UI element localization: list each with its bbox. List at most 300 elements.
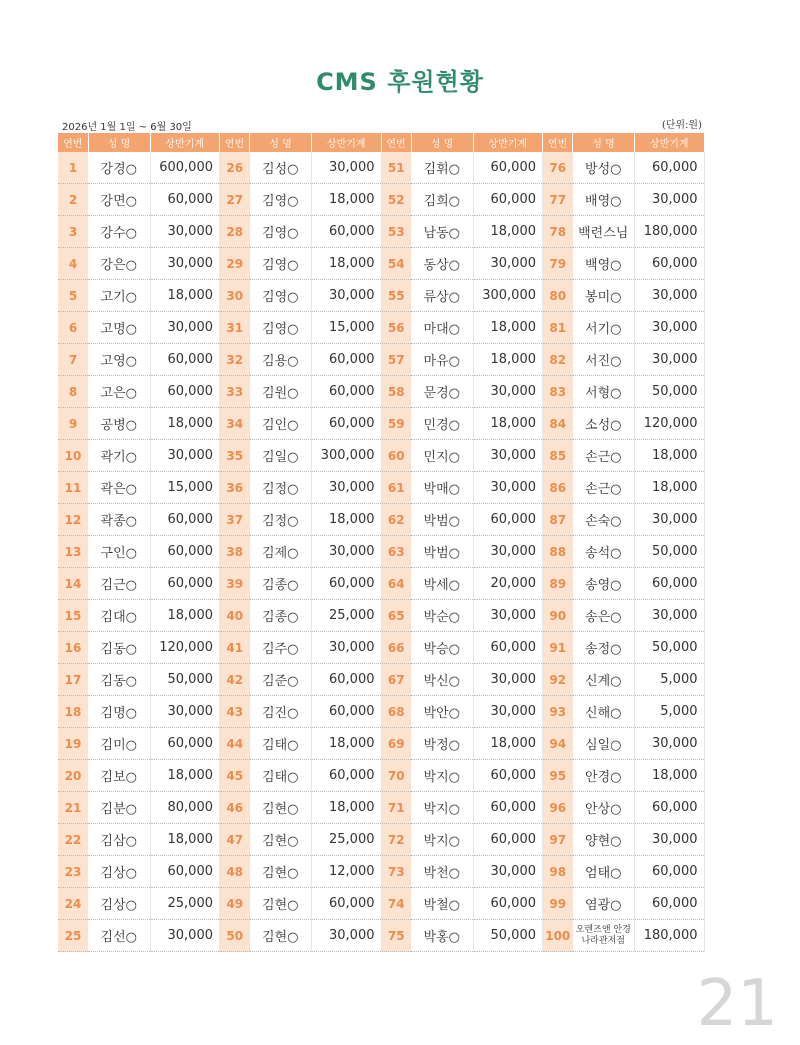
donor-number: 67 bbox=[381, 664, 411, 696]
donor-amount: 60,000 bbox=[150, 184, 220, 216]
donor-name: 김일○ bbox=[250, 440, 312, 472]
donor-name: 민지○ bbox=[411, 440, 473, 472]
donor-number: 30 bbox=[220, 280, 250, 312]
donor-name: 공병○ bbox=[88, 408, 150, 440]
donor-number: 27 bbox=[220, 184, 250, 216]
donor-name: 김진○ bbox=[250, 696, 312, 728]
donor-number: 52 bbox=[381, 184, 411, 216]
donor-name: 강은○ bbox=[88, 248, 150, 280]
donor-amount: 120,000 bbox=[150, 632, 220, 664]
donor-amount: 18,000 bbox=[473, 408, 543, 440]
donor-number: 44 bbox=[220, 728, 250, 760]
header-no: 연번 bbox=[58, 133, 88, 152]
donor-amount: 60,000 bbox=[312, 376, 382, 408]
donor-name: 신계○ bbox=[573, 664, 635, 696]
donor-number: 55 bbox=[381, 280, 411, 312]
donor-name: 손숙○ bbox=[573, 504, 635, 536]
donor-name: 강수○ bbox=[88, 216, 150, 248]
donor-name: 김영○ bbox=[250, 312, 312, 344]
donor-name: 김삼○ bbox=[88, 824, 150, 856]
donor-number: 59 bbox=[381, 408, 411, 440]
donor-name: 봉미○ bbox=[573, 280, 635, 312]
donor-amount: 300,000 bbox=[312, 440, 382, 472]
donor-number: 46 bbox=[220, 792, 250, 824]
donor-amount: 30,000 bbox=[473, 472, 543, 504]
header-amount: 상반기계 bbox=[635, 133, 705, 152]
donor-name: 박철○ bbox=[411, 888, 473, 920]
donor-name: 소성○ bbox=[573, 408, 635, 440]
donor-name: 김주○ bbox=[250, 632, 312, 664]
table-row bbox=[58, 344, 704, 376]
donor-name: 강경○ bbox=[88, 152, 150, 184]
donor-name: 김현○ bbox=[250, 856, 312, 888]
donor-name: 안상○ bbox=[573, 792, 635, 824]
table-row bbox=[58, 440, 704, 472]
donor-name: 박승○ bbox=[411, 632, 473, 664]
donor-name: 고명○ bbox=[88, 312, 150, 344]
donor-number: 85 bbox=[543, 440, 573, 472]
donor-amount: 25,000 bbox=[150, 888, 220, 920]
donor-amount: 60,000 bbox=[635, 888, 705, 920]
table-row bbox=[58, 152, 704, 184]
donor-amount: 18,000 bbox=[312, 504, 382, 536]
donor-number: 39 bbox=[220, 568, 250, 600]
donor-name: 박천○ bbox=[411, 856, 473, 888]
donor-amount: 60,000 bbox=[635, 568, 705, 600]
donor-number: 60 bbox=[381, 440, 411, 472]
donor-number: 20 bbox=[58, 760, 88, 792]
donor-amount: 60,000 bbox=[312, 568, 382, 600]
donor-name: 고영○ bbox=[88, 344, 150, 376]
donor-number: 41 bbox=[220, 632, 250, 664]
donor-amount: 15,000 bbox=[150, 472, 220, 504]
donor-name: 박세○ bbox=[411, 568, 473, 600]
donor-number: 48 bbox=[220, 856, 250, 888]
donor-name: 박정○ bbox=[411, 728, 473, 760]
donor-number: 33 bbox=[220, 376, 250, 408]
donor-number: 97 bbox=[543, 824, 573, 856]
donor-amount: 18,000 bbox=[635, 760, 705, 792]
donor-number: 24 bbox=[58, 888, 88, 920]
donor-amount: 25,000 bbox=[312, 600, 382, 632]
table-row bbox=[58, 728, 704, 760]
donor-name: 김영○ bbox=[250, 280, 312, 312]
donor-amount: 50,000 bbox=[473, 920, 543, 952]
header-amount: 상반기계 bbox=[150, 133, 220, 152]
donor-number: 22 bbox=[58, 824, 88, 856]
table-row bbox=[58, 312, 704, 344]
table-row bbox=[58, 760, 704, 792]
donor-number: 99 bbox=[543, 888, 573, 920]
donor-name: 서진○ bbox=[573, 344, 635, 376]
donor-amount: 60,000 bbox=[473, 184, 543, 216]
donor-amount: 80,000 bbox=[150, 792, 220, 824]
donor-name: 김희○ bbox=[411, 184, 473, 216]
donor-amount: 60,000 bbox=[150, 504, 220, 536]
donor-name: 박지○ bbox=[411, 824, 473, 856]
donor-amount: 12,000 bbox=[312, 856, 382, 888]
donor-number: 54 bbox=[381, 248, 411, 280]
donor-amount: 50,000 bbox=[635, 632, 705, 664]
donor-number: 94 bbox=[543, 728, 573, 760]
header-no: 연번 bbox=[543, 133, 573, 152]
donation-table bbox=[58, 133, 705, 952]
donor-name: 구인○ bbox=[88, 536, 150, 568]
donor-name: 김선○ bbox=[88, 920, 150, 952]
donor-amount: 180,000 bbox=[635, 920, 705, 952]
donor-amount: 30,000 bbox=[312, 472, 382, 504]
donor-name: 김명○ bbox=[88, 696, 150, 728]
table-row bbox=[58, 472, 704, 504]
donor-name: 곽종○ bbox=[88, 504, 150, 536]
donor-amount: 120,000 bbox=[635, 408, 705, 440]
donor-name: 박범○ bbox=[411, 504, 473, 536]
donor-amount: 60,000 bbox=[312, 344, 382, 376]
donor-name: 동상○ bbox=[411, 248, 473, 280]
donor-number: 98 bbox=[543, 856, 573, 888]
donor-amount: 30,000 bbox=[312, 920, 382, 952]
donor-amount: 60,000 bbox=[150, 376, 220, 408]
donor-number: 64 bbox=[381, 568, 411, 600]
table-body bbox=[58, 152, 704, 952]
donor-number: 18 bbox=[58, 696, 88, 728]
donor-name: 김현○ bbox=[250, 920, 312, 952]
donor-number: 10 bbox=[58, 440, 88, 472]
donor-number: 82 bbox=[543, 344, 573, 376]
donor-amount: 180,000 bbox=[635, 216, 705, 248]
donor-name: 양현○ bbox=[573, 824, 635, 856]
donor-name: 김정○ bbox=[250, 504, 312, 536]
donor-number: 3 bbox=[58, 216, 88, 248]
donor-number: 86 bbox=[543, 472, 573, 504]
donor-name: 송정○ bbox=[573, 632, 635, 664]
donor-name: 김동○ bbox=[88, 632, 150, 664]
donor-amount: 60,000 bbox=[150, 728, 220, 760]
donor-name: 송석○ bbox=[573, 536, 635, 568]
donor-amount: 30,000 bbox=[473, 600, 543, 632]
donor-amount: 60,000 bbox=[312, 216, 382, 248]
donor-name: 박지○ bbox=[411, 760, 473, 792]
donor-number: 23 bbox=[58, 856, 88, 888]
donor-amount: 60,000 bbox=[312, 408, 382, 440]
donor-name: 김제○ bbox=[250, 536, 312, 568]
donor-name: 김상○ bbox=[88, 888, 150, 920]
donor-number: 21 bbox=[58, 792, 88, 824]
donor-number: 96 bbox=[543, 792, 573, 824]
header-name: 성 명 bbox=[250, 133, 312, 152]
donor-name: 오렌즈앤 안경나라관저점 bbox=[573, 920, 635, 952]
donor-name: 서기○ bbox=[573, 312, 635, 344]
table-row bbox=[58, 536, 704, 568]
donor-amount: 60,000 bbox=[635, 856, 705, 888]
donor-amount: 30,000 bbox=[312, 632, 382, 664]
donor-amount: 60,000 bbox=[473, 504, 543, 536]
donor-name: 류상○ bbox=[411, 280, 473, 312]
donor-number: 1 bbox=[58, 152, 88, 184]
donor-amount: 30,000 bbox=[150, 696, 220, 728]
donor-amount: 30,000 bbox=[473, 248, 543, 280]
donor-amount: 60,000 bbox=[312, 664, 382, 696]
donor-name: 김보○ bbox=[88, 760, 150, 792]
donor-number: 26 bbox=[220, 152, 250, 184]
table-row bbox=[58, 248, 704, 280]
donor-number: 42 bbox=[220, 664, 250, 696]
donor-amount: 50,000 bbox=[635, 376, 705, 408]
donor-name: 김미○ bbox=[88, 728, 150, 760]
donor-number: 76 bbox=[543, 152, 573, 184]
header-name: 성 명 bbox=[573, 133, 635, 152]
donor-name: 백영○ bbox=[573, 248, 635, 280]
donor-number: 11 bbox=[58, 472, 88, 504]
donor-amount: 60,000 bbox=[473, 760, 543, 792]
donor-number: 40 bbox=[220, 600, 250, 632]
donor-number: 2 bbox=[58, 184, 88, 216]
donor-number: 87 bbox=[543, 504, 573, 536]
donor-number: 62 bbox=[381, 504, 411, 536]
donor-name: 곽기○ bbox=[88, 440, 150, 472]
donor-amount: 18,000 bbox=[150, 408, 220, 440]
donor-amount: 60,000 bbox=[312, 696, 382, 728]
header-amount: 상반기계 bbox=[473, 133, 543, 152]
table-row bbox=[58, 504, 704, 536]
donor-number: 65 bbox=[381, 600, 411, 632]
donor-amount: 50,000 bbox=[635, 536, 705, 568]
donor-number: 92 bbox=[543, 664, 573, 696]
donor-number: 57 bbox=[381, 344, 411, 376]
donor-number: 25 bbox=[58, 920, 88, 952]
donor-name: 곽은○ bbox=[88, 472, 150, 504]
donor-amount: 60,000 bbox=[312, 760, 382, 792]
donor-number: 36 bbox=[220, 472, 250, 504]
table-row bbox=[58, 632, 704, 664]
table-row bbox=[58, 600, 704, 632]
donor-amount: 50,000 bbox=[150, 664, 220, 696]
donor-number: 56 bbox=[381, 312, 411, 344]
donor-amount: 30,000 bbox=[473, 536, 543, 568]
donor-amount: 18,000 bbox=[150, 824, 220, 856]
donor-name: 마대○ bbox=[411, 312, 473, 344]
donor-name: 엄태○ bbox=[573, 856, 635, 888]
donor-number: 91 bbox=[543, 632, 573, 664]
donor-name: 김태○ bbox=[250, 760, 312, 792]
donor-name: 김상○ bbox=[88, 856, 150, 888]
donor-number: 51 bbox=[381, 152, 411, 184]
donor-amount: 60,000 bbox=[473, 632, 543, 664]
donor-amount: 5,000 bbox=[635, 696, 705, 728]
donor-number: 16 bbox=[58, 632, 88, 664]
donor-number: 35 bbox=[220, 440, 250, 472]
donor-number: 50 bbox=[220, 920, 250, 952]
donor-amount: 30,000 bbox=[150, 248, 220, 280]
donor-amount: 18,000 bbox=[150, 600, 220, 632]
donor-number: 6 bbox=[58, 312, 88, 344]
donor-number: 49 bbox=[220, 888, 250, 920]
donor-name: 김성○ bbox=[250, 152, 312, 184]
donor-name: 민경○ bbox=[411, 408, 473, 440]
donor-number: 31 bbox=[220, 312, 250, 344]
donor-amount: 30,000 bbox=[473, 696, 543, 728]
donor-name: 박지○ bbox=[411, 792, 473, 824]
donor-number: 61 bbox=[381, 472, 411, 504]
table-row bbox=[58, 792, 704, 824]
donor-name: 송은○ bbox=[573, 600, 635, 632]
donor-amount: 300,000 bbox=[473, 280, 543, 312]
donor-number: 53 bbox=[381, 216, 411, 248]
donor-amount: 30,000 bbox=[635, 824, 705, 856]
donor-number: 84 bbox=[543, 408, 573, 440]
donor-number: 17 bbox=[58, 664, 88, 696]
donor-name: 박순○ bbox=[411, 600, 473, 632]
donor-amount: 30,000 bbox=[635, 184, 705, 216]
donor-number: 73 bbox=[381, 856, 411, 888]
donor-name: 강면○ bbox=[88, 184, 150, 216]
donor-number: 79 bbox=[543, 248, 573, 280]
donor-number: 34 bbox=[220, 408, 250, 440]
donor-number: 81 bbox=[543, 312, 573, 344]
unit-label: (단위:원) bbox=[661, 120, 702, 131]
table-row bbox=[58, 216, 704, 248]
donor-amount: 18,000 bbox=[473, 728, 543, 760]
donor-name: 김종○ bbox=[250, 600, 312, 632]
donor-name: 김영○ bbox=[250, 184, 312, 216]
donor-number: 90 bbox=[543, 600, 573, 632]
donor-name: 서형○ bbox=[573, 376, 635, 408]
page-title: CMS 후원현황 bbox=[316, 68, 484, 96]
header-name: 성 명 bbox=[88, 133, 150, 152]
donor-number: 9 bbox=[58, 408, 88, 440]
donor-amount: 30,000 bbox=[635, 600, 705, 632]
donor-number: 28 bbox=[220, 216, 250, 248]
donor-name: 신해○ bbox=[573, 696, 635, 728]
donor-amount: 30,000 bbox=[150, 440, 220, 472]
donor-number: 45 bbox=[220, 760, 250, 792]
donor-amount: 30,000 bbox=[635, 504, 705, 536]
donor-amount: 15,000 bbox=[312, 312, 382, 344]
donor-amount: 30,000 bbox=[473, 440, 543, 472]
donor-amount: 60,000 bbox=[473, 824, 543, 856]
donor-amount: 30,000 bbox=[312, 152, 382, 184]
donor-name: 송영○ bbox=[573, 568, 635, 600]
donor-name: 박안○ bbox=[411, 696, 473, 728]
donor-number: 5 bbox=[58, 280, 88, 312]
donor-number: 93 bbox=[543, 696, 573, 728]
donor-name: 김근○ bbox=[88, 568, 150, 600]
donor-amount: 30,000 bbox=[635, 728, 705, 760]
header-no: 연번 bbox=[220, 133, 250, 152]
donor-number: 71 bbox=[381, 792, 411, 824]
table-row bbox=[58, 664, 704, 696]
donor-name: 김동○ bbox=[88, 664, 150, 696]
donor-amount: 30,000 bbox=[150, 312, 220, 344]
donor-amount: 18,000 bbox=[635, 440, 705, 472]
donor-number: 68 bbox=[381, 696, 411, 728]
donor-name: 염광○ bbox=[573, 888, 635, 920]
donor-amount: 60,000 bbox=[473, 152, 543, 184]
donor-number: 75 bbox=[381, 920, 411, 952]
donor-amount: 30,000 bbox=[635, 312, 705, 344]
donor-name: 손근○ bbox=[573, 472, 635, 504]
donor-number: 78 bbox=[543, 216, 573, 248]
donor-name: 김준○ bbox=[250, 664, 312, 696]
donor-amount: 60,000 bbox=[635, 152, 705, 184]
donor-number: 14 bbox=[58, 568, 88, 600]
donor-number: 74 bbox=[381, 888, 411, 920]
donor-amount: 30,000 bbox=[635, 280, 705, 312]
donor-amount: 30,000 bbox=[635, 344, 705, 376]
table-row bbox=[58, 920, 704, 952]
donor-amount: 60,000 bbox=[635, 248, 705, 280]
donor-amount: 18,000 bbox=[150, 760, 220, 792]
donor-name: 박범○ bbox=[411, 536, 473, 568]
donor-amount: 60,000 bbox=[150, 536, 220, 568]
header-name: 성 명 bbox=[411, 133, 473, 152]
donor-number: 95 bbox=[543, 760, 573, 792]
donor-number: 8 bbox=[58, 376, 88, 408]
donor-name: 김용○ bbox=[250, 344, 312, 376]
donor-number: 80 bbox=[543, 280, 573, 312]
donor-amount: 18,000 bbox=[312, 792, 382, 824]
donor-number: 77 bbox=[543, 184, 573, 216]
donor-amount: 60,000 bbox=[635, 792, 705, 824]
donor-name: 김휘○ bbox=[411, 152, 473, 184]
table-row bbox=[58, 696, 704, 728]
table-row bbox=[58, 376, 704, 408]
donor-name: 문경○ bbox=[411, 376, 473, 408]
donor-amount: 18,000 bbox=[635, 472, 705, 504]
period-label: 2026년 1월 1일 ~ 6월 30일 bbox=[62, 122, 192, 133]
donor-name: 김종○ bbox=[250, 568, 312, 600]
donor-amount: 30,000 bbox=[312, 536, 382, 568]
header-amount: 상반기계 bbox=[312, 133, 382, 152]
donor-number: 7 bbox=[58, 344, 88, 376]
donor-amount: 18,000 bbox=[312, 248, 382, 280]
donor-name: 김영○ bbox=[250, 248, 312, 280]
donor-name: 심일○ bbox=[573, 728, 635, 760]
donor-number: 13 bbox=[58, 536, 88, 568]
table-row bbox=[58, 280, 704, 312]
donor-amount: 5,000 bbox=[635, 664, 705, 696]
donor-name: 고기○ bbox=[88, 280, 150, 312]
donor-amount: 25,000 bbox=[312, 824, 382, 856]
donor-name: 남동○ bbox=[411, 216, 473, 248]
donor-amount: 60,000 bbox=[312, 888, 382, 920]
donor-number: 47 bbox=[220, 824, 250, 856]
donor-name: 고은○ bbox=[88, 376, 150, 408]
table-row bbox=[58, 184, 704, 216]
donor-amount: 60,000 bbox=[150, 344, 220, 376]
donor-amount: 18,000 bbox=[473, 344, 543, 376]
donor-number: 58 bbox=[381, 376, 411, 408]
donor-name: 김원○ bbox=[250, 376, 312, 408]
donor-name: 박신○ bbox=[411, 664, 473, 696]
donor-number: 72 bbox=[381, 824, 411, 856]
donor-number: 4 bbox=[58, 248, 88, 280]
donor-number: 66 bbox=[381, 632, 411, 664]
donor-amount: 18,000 bbox=[150, 280, 220, 312]
donor-name: 김분○ bbox=[88, 792, 150, 824]
donor-amount: 30,000 bbox=[473, 376, 543, 408]
donor-name: 손근○ bbox=[573, 440, 635, 472]
donor-name: 안경○ bbox=[573, 760, 635, 792]
donor-number: 32 bbox=[220, 344, 250, 376]
table-row bbox=[58, 568, 704, 600]
donor-number: 15 bbox=[58, 600, 88, 632]
donor-amount: 30,000 bbox=[473, 664, 543, 696]
donor-number: 12 bbox=[58, 504, 88, 536]
table-row bbox=[58, 408, 704, 440]
table-row bbox=[58, 824, 704, 856]
donor-amount: 18,000 bbox=[312, 728, 382, 760]
